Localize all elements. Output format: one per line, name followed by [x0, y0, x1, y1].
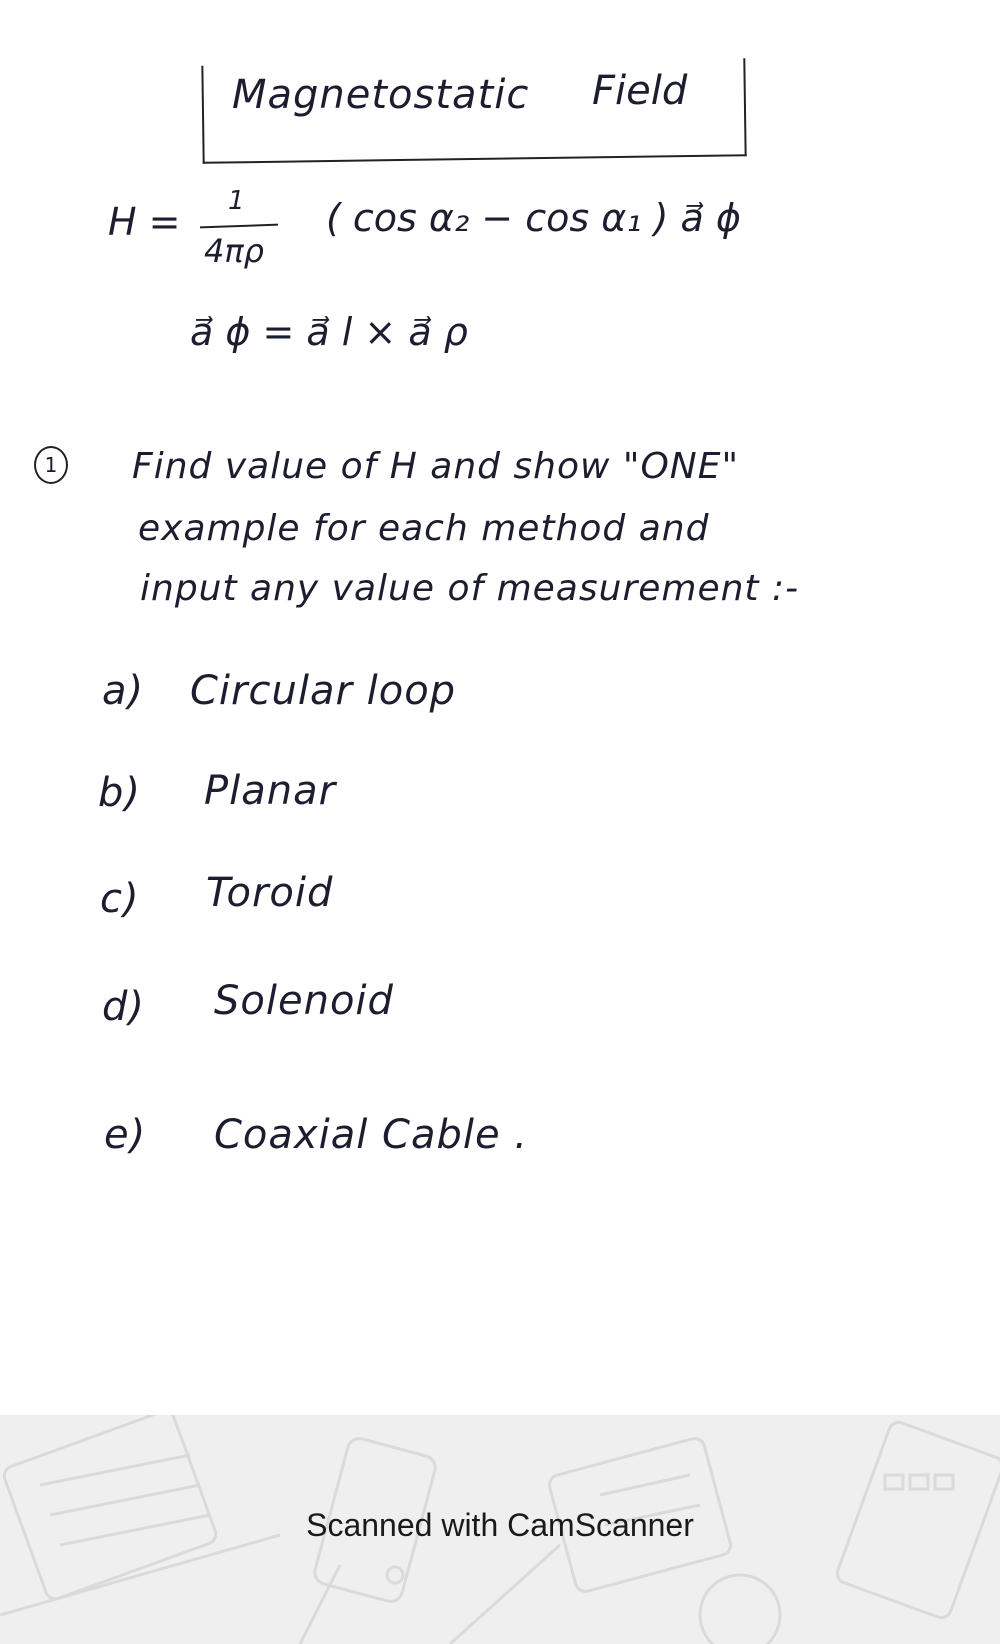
list-item-text: Coaxial Cable . [214, 1112, 529, 1158]
fraction-numerator: 1 [228, 186, 245, 216]
list-item-label: a) [102, 668, 145, 714]
equation-unit-vector: a⃗ ϕ = a⃗ l × a⃗ ρ [190, 310, 468, 354]
list-item-text: Toroid [206, 870, 334, 916]
question-line-1: Find value of H and show "ONE" [132, 446, 740, 487]
question-number: 1 [34, 446, 68, 484]
equation-lhs: H = [108, 200, 181, 244]
list-item-text: Circular loop [190, 668, 457, 714]
list-item-label: b) [98, 770, 141, 816]
list-item-text: Solenoid [214, 978, 394, 1024]
question-line-2: example for each method and [138, 508, 710, 549]
list-item-label: d) [102, 984, 145, 1030]
camscanner-watermark: Scanned with CamScanner [306, 1507, 694, 1543]
camscanner-footer [0, 1415, 1000, 1644]
fraction-denominator: 4πρ [204, 232, 264, 270]
fraction-bar [200, 224, 278, 229]
question-line-3: input any value of measurement :- [140, 568, 800, 609]
equation-rhs: ( cos α₂ − cos α₁ ) a⃗ ϕ [326, 196, 741, 240]
list-item-text: Planar [204, 768, 337, 814]
page-title: Magnetostatic [232, 72, 530, 118]
page-title-field: Field [592, 68, 688, 114]
list-item-label: c) [100, 876, 140, 922]
list-item-label: e) [104, 1112, 147, 1158]
